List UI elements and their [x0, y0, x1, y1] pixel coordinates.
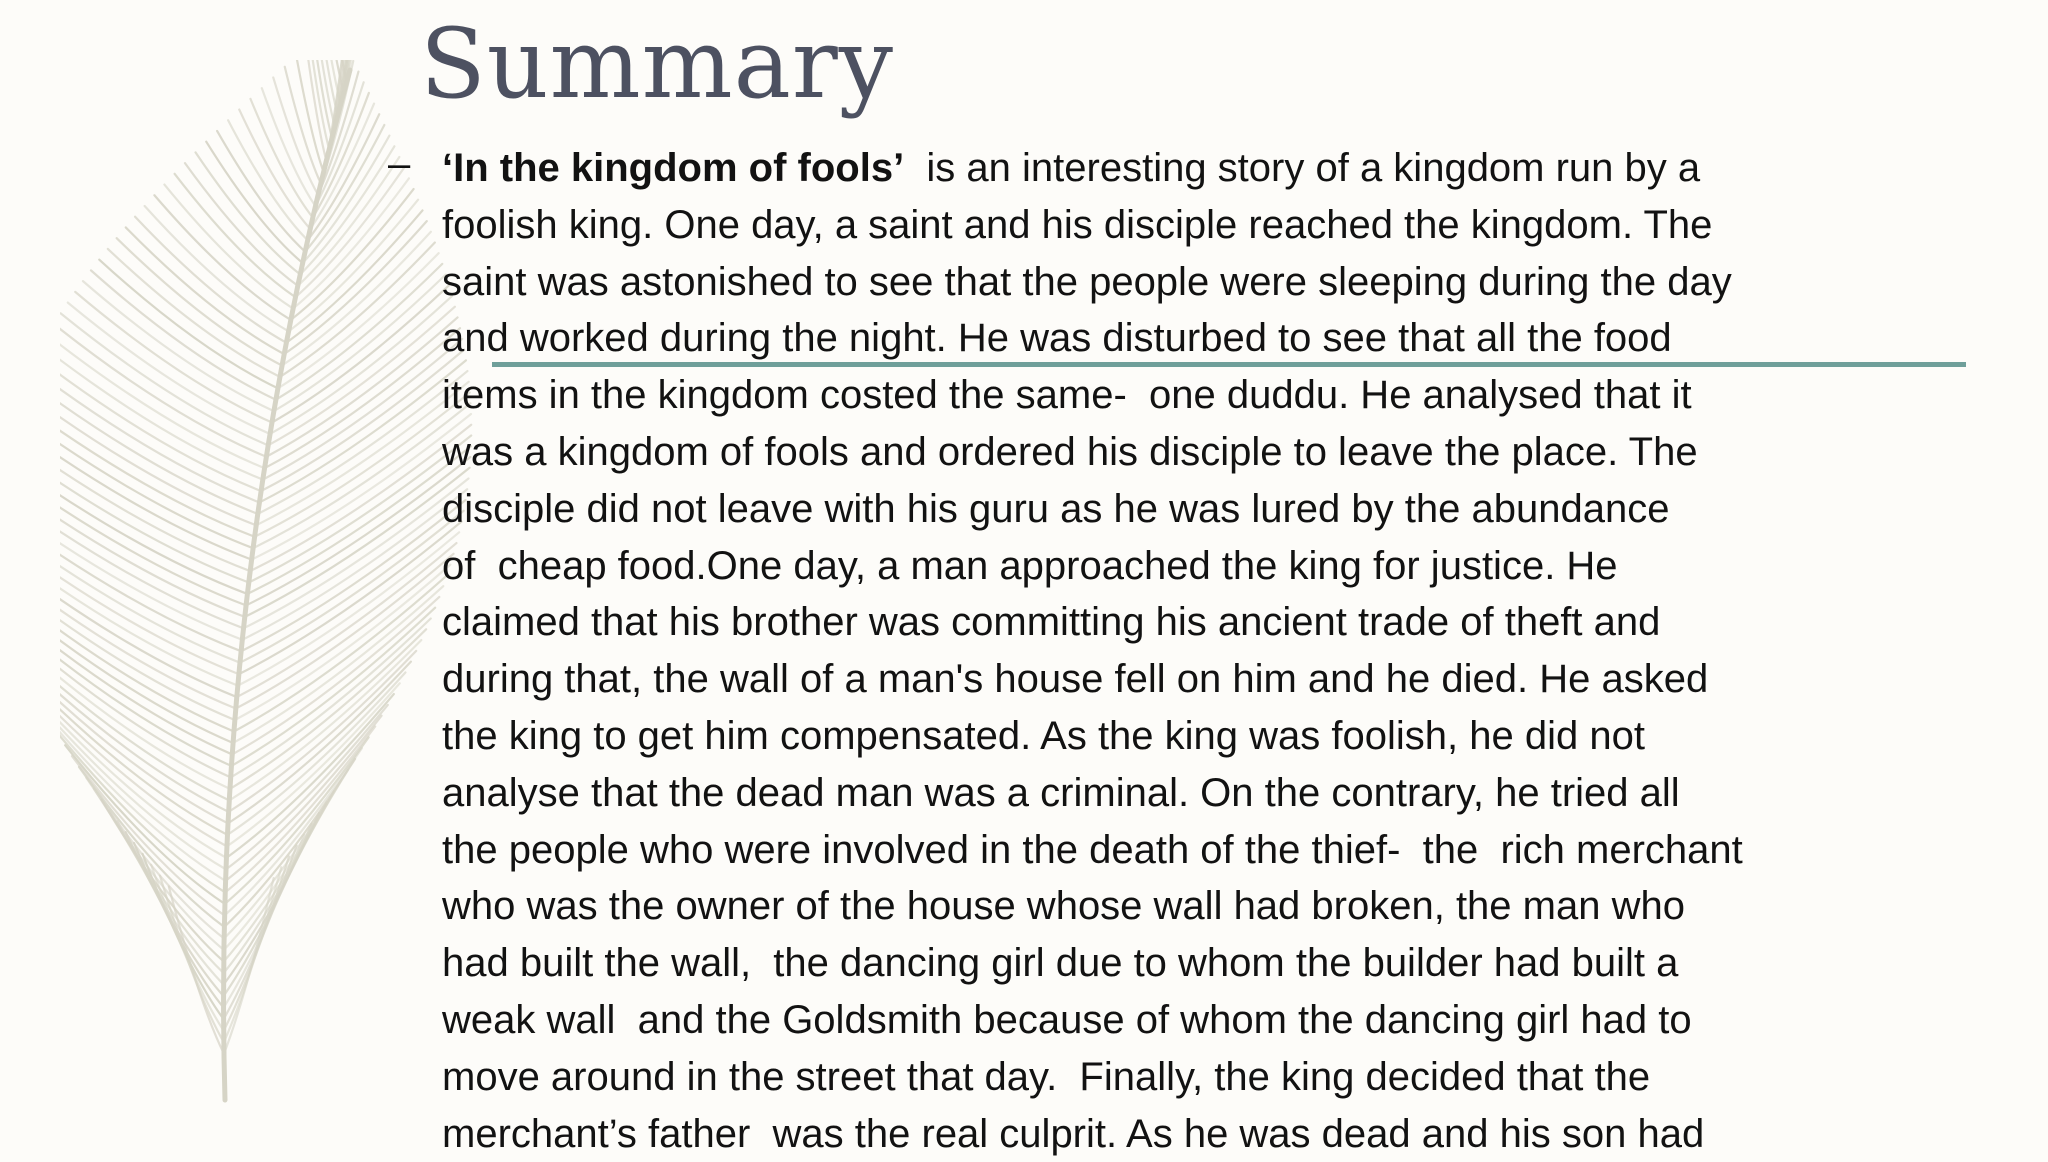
story-title-bold: ‘In the kingdom of fools’ — [442, 146, 905, 190]
paragraph-line: move around in the street that day. Finally, the king decided that the — [442, 1054, 1651, 1099]
paragraph-line: foolish king. One day, a saint and his disciple reached the kingdom. The — [442, 202, 1713, 247]
feather-barb — [108, 249, 280, 377]
slide-title: Summary — [420, 8, 895, 120]
paragraph-line: had built the wall, the dancing girl due to whom the builder had built a — [442, 941, 1679, 986]
feather-barb — [60, 680, 227, 835]
feather-barb — [99, 260, 278, 389]
feather-barb — [117, 238, 282, 365]
paragraph-line: items in the kingdom costed the same- one duddu. He analysed that it — [442, 373, 1692, 418]
paragraph-line: the king to get him compensated. As the king was foolish, he did not — [442, 713, 1645, 758]
paragraph-line: claimed that his brother was committing his ancient trade of theft and — [442, 600, 1661, 645]
paragraph-line: and worked during the night. He was disturbed to see that all the food — [442, 316, 1672, 361]
summary-paragraph — [442, 140, 1882, 1162]
paragraph-line: was a kingdom of fools and ordered his disciple to leave the place. The — [442, 429, 1698, 474]
feather-barb — [247, 446, 471, 594]
feather-barb — [135, 217, 286, 343]
feather-barb — [60, 518, 240, 663]
feather-barb — [242, 489, 467, 640]
feather-barb — [310, 104, 374, 229]
feather-barb — [217, 131, 305, 252]
paragraph-line: during that, the wall of a man's house fell on him and he died. He asked — [442, 657, 1709, 702]
paragraph-line: weak wall and the Goldsmith because of whom the dancing girl had to — [442, 997, 1692, 1042]
paragraph-line: merchant’s father was the real culprit. As he was dead and his son had — [442, 1111, 1705, 1156]
paragraph-line: disciple did not leave with his guru as he was lured by the abundance — [442, 486, 1670, 531]
paragraph-line: the people who were involved in the death of the thief- the rich merchant — [442, 827, 1743, 872]
feather-barb — [224, 759, 355, 927]
paragraph-line: analyse that the dead man was a criminal. On the contrary, he tried all — [442, 770, 1680, 815]
paragraph-line: saint was astonished to see that the people were sleeping during the day — [442, 259, 1732, 304]
feather-barb — [60, 529, 239, 674]
feather-barb — [79, 767, 224, 927]
feather-barb — [206, 142, 302, 263]
feather-barb — [60, 346, 263, 480]
feather-barb — [239, 110, 310, 229]
paragraph-line — [442, 140, 1882, 197]
paragraph-line-text: is an interesting story of a kingdom run by a — [904, 146, 1701, 190]
bullet-marker: – — [388, 142, 411, 186]
paragraph-line: of cheap food.One day, a man approached the king for justice. He — [442, 543, 1618, 588]
paragraph-line: who was the owner of the house whose wall had broken, the man who — [442, 884, 1685, 929]
